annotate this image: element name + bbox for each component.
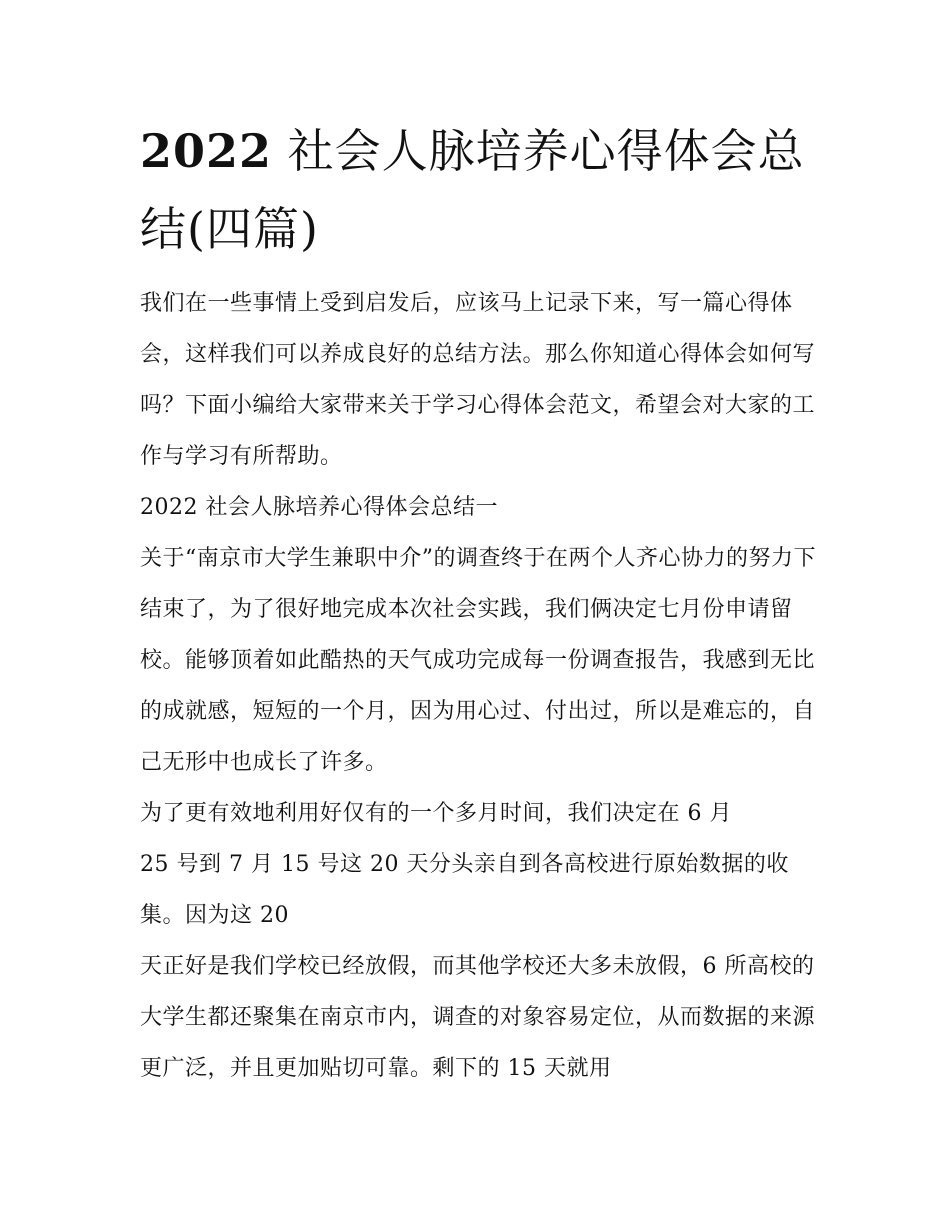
title-text: 社会人脉培养心得体会总结(四篇) — [140, 124, 805, 256]
intro-paragraph: 我们在一些事情上受到启发后，应该马上记录下来，写一篇心得体会，这样我们可以养成良好的总结方法。那么你知道心得体会如何写吗？下面小编给大家带来关于学习心得体会范文，希望会对大家的工作与学习有所帮助。 — [140, 291, 816, 469]
section-heading: 2022 社会人脉培养心得体会总结一 — [140, 495, 498, 520]
body-paragraph: 天正好是我们学校已经放假，而其他学校还大多未放假，6 所高校的大学生都还聚集在南京市内，调查的对象容易定位，从而数据的来源更广泛，并且更加贴切可靠。剩下的 15 天就用 — [140, 954, 816, 1081]
body-paragraph: 关于“南京市大学生兼职中介”的调查终于在两个人齐心协力的努力下结束了，为了很好地完成本次社会实践，我们俩决定七月份申请留校。能够顶着如此酷热的天气成功完成每一份调查报告，我感到无比的成就感，短短的一个月，因为用心过、付出过，所以是难忘的，自己无形中也成长了许多。 — [140, 546, 816, 775]
document-title — [140, 112, 820, 268]
document-body — [140, 278, 820, 1094]
title-year: 2022 — [140, 124, 273, 178]
body-paragraph: 25 号到 7 月 15 号这 20 天分头亲自到各高校进行原始数据的收集。因为这 20 — [140, 852, 789, 928]
body-paragraph: 为了更有效地利用好仅有的一个多月时间，我们决定在 6 月 — [140, 801, 732, 826]
